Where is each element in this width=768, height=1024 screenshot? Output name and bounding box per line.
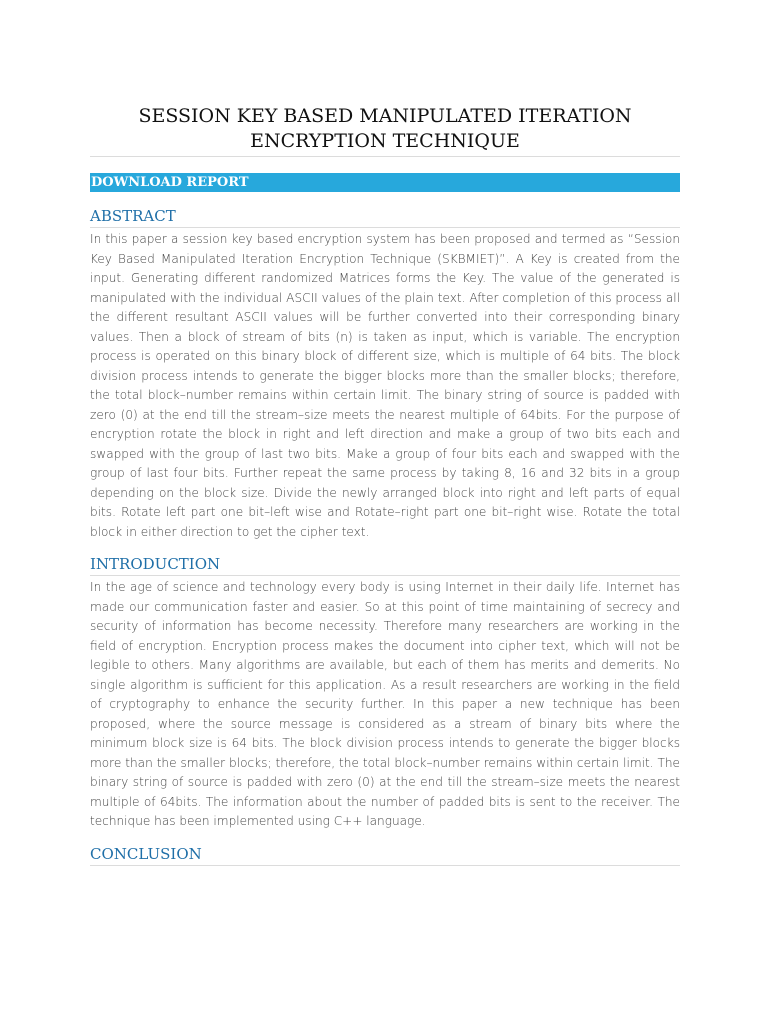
document-page — [90, 0, 680, 866]
title-line-1: SESSION KEY BASED MANIPULATED ITERATION — [138, 105, 632, 127]
conclusion-heading: CONCLUSION — [90, 844, 680, 866]
introduction-text: In the age of science and technology every body is using Internet in their daily life. Internet has made our communication faster and easier. So at this point of time maintaining of secrecy and security of information has become necessity. Therefore many researchers are working in the field of encryption. Encryption process makes the document into cipher text, which will not be legible to others. Many algorithms are available, but each of them has merits and demerits. No single algorithm is sufficient for this application. As a result researchers are working in the field of cryptography to enhance the security further. In this paper a new technique has been proposed, where the source message is considered as a stream of binary bits where the minimum block size is 64 bits. The block division process intends to generate the bigger blocks more than the smaller blocks; therefore, the total block–number remains within certain limit. The binary string of source is padded with zero (0) at the end till the stream–size meets the nearest multiple of 64bits. The information about the number of padded bits is sent to the receiver. The technique has been implemented using C++ language. — [90, 580, 680, 828]
document-title — [90, 104, 680, 157]
introduction-heading: INTRODUCTION — [90, 554, 680, 576]
download-report-link[interactable]: DOWNLOAD REPORT — [90, 173, 680, 192]
abstract-heading: ABSTRACT — [90, 206, 680, 228]
abstract-text: In this paper a session key based encryption system has been proposed and termed as “Session Key Based Manipulated Iteration Encryption Technique (SKBMIET)”. A Key is created from the input. Generating different randomized Matrices forms the Key. The value of the generated is manipulated with the individual ASCII values of the plain text. After completion of this process all the different resultant ASCII values will be further converted into their corresponding binary values. Then a block of stream of bits (n) is taken as input, which is variable. The encryption process is operated on this binary block of different size, which is multiple of 64 bits. The block division process intends to generate the bigger blocks more than the smaller blocks; therefore, the total block–number remains within certain limit. The binary string of source is padded with zero (0) at the end till the stream–size meets the nearest multiple of 64bits. For the purpose of encryption rotate the block in right and left direction and make a group of two bits each and swapped with the group of last two bits. Make a group of four bits each and swapped with the group of last four bits. Further repeat the same process by taking 8, 16 and 32 bits in a group depending on the block size. Divide the newly arranged block into right and left parts of equal bits. Rotate left part one bit–left wise and Rotate–right part one bit–right wise. Rotate the total block in either direction to get the cipher text. — [90, 232, 680, 539]
title-line-2: ENCRYPTION TECHNIQUE — [250, 130, 520, 152]
